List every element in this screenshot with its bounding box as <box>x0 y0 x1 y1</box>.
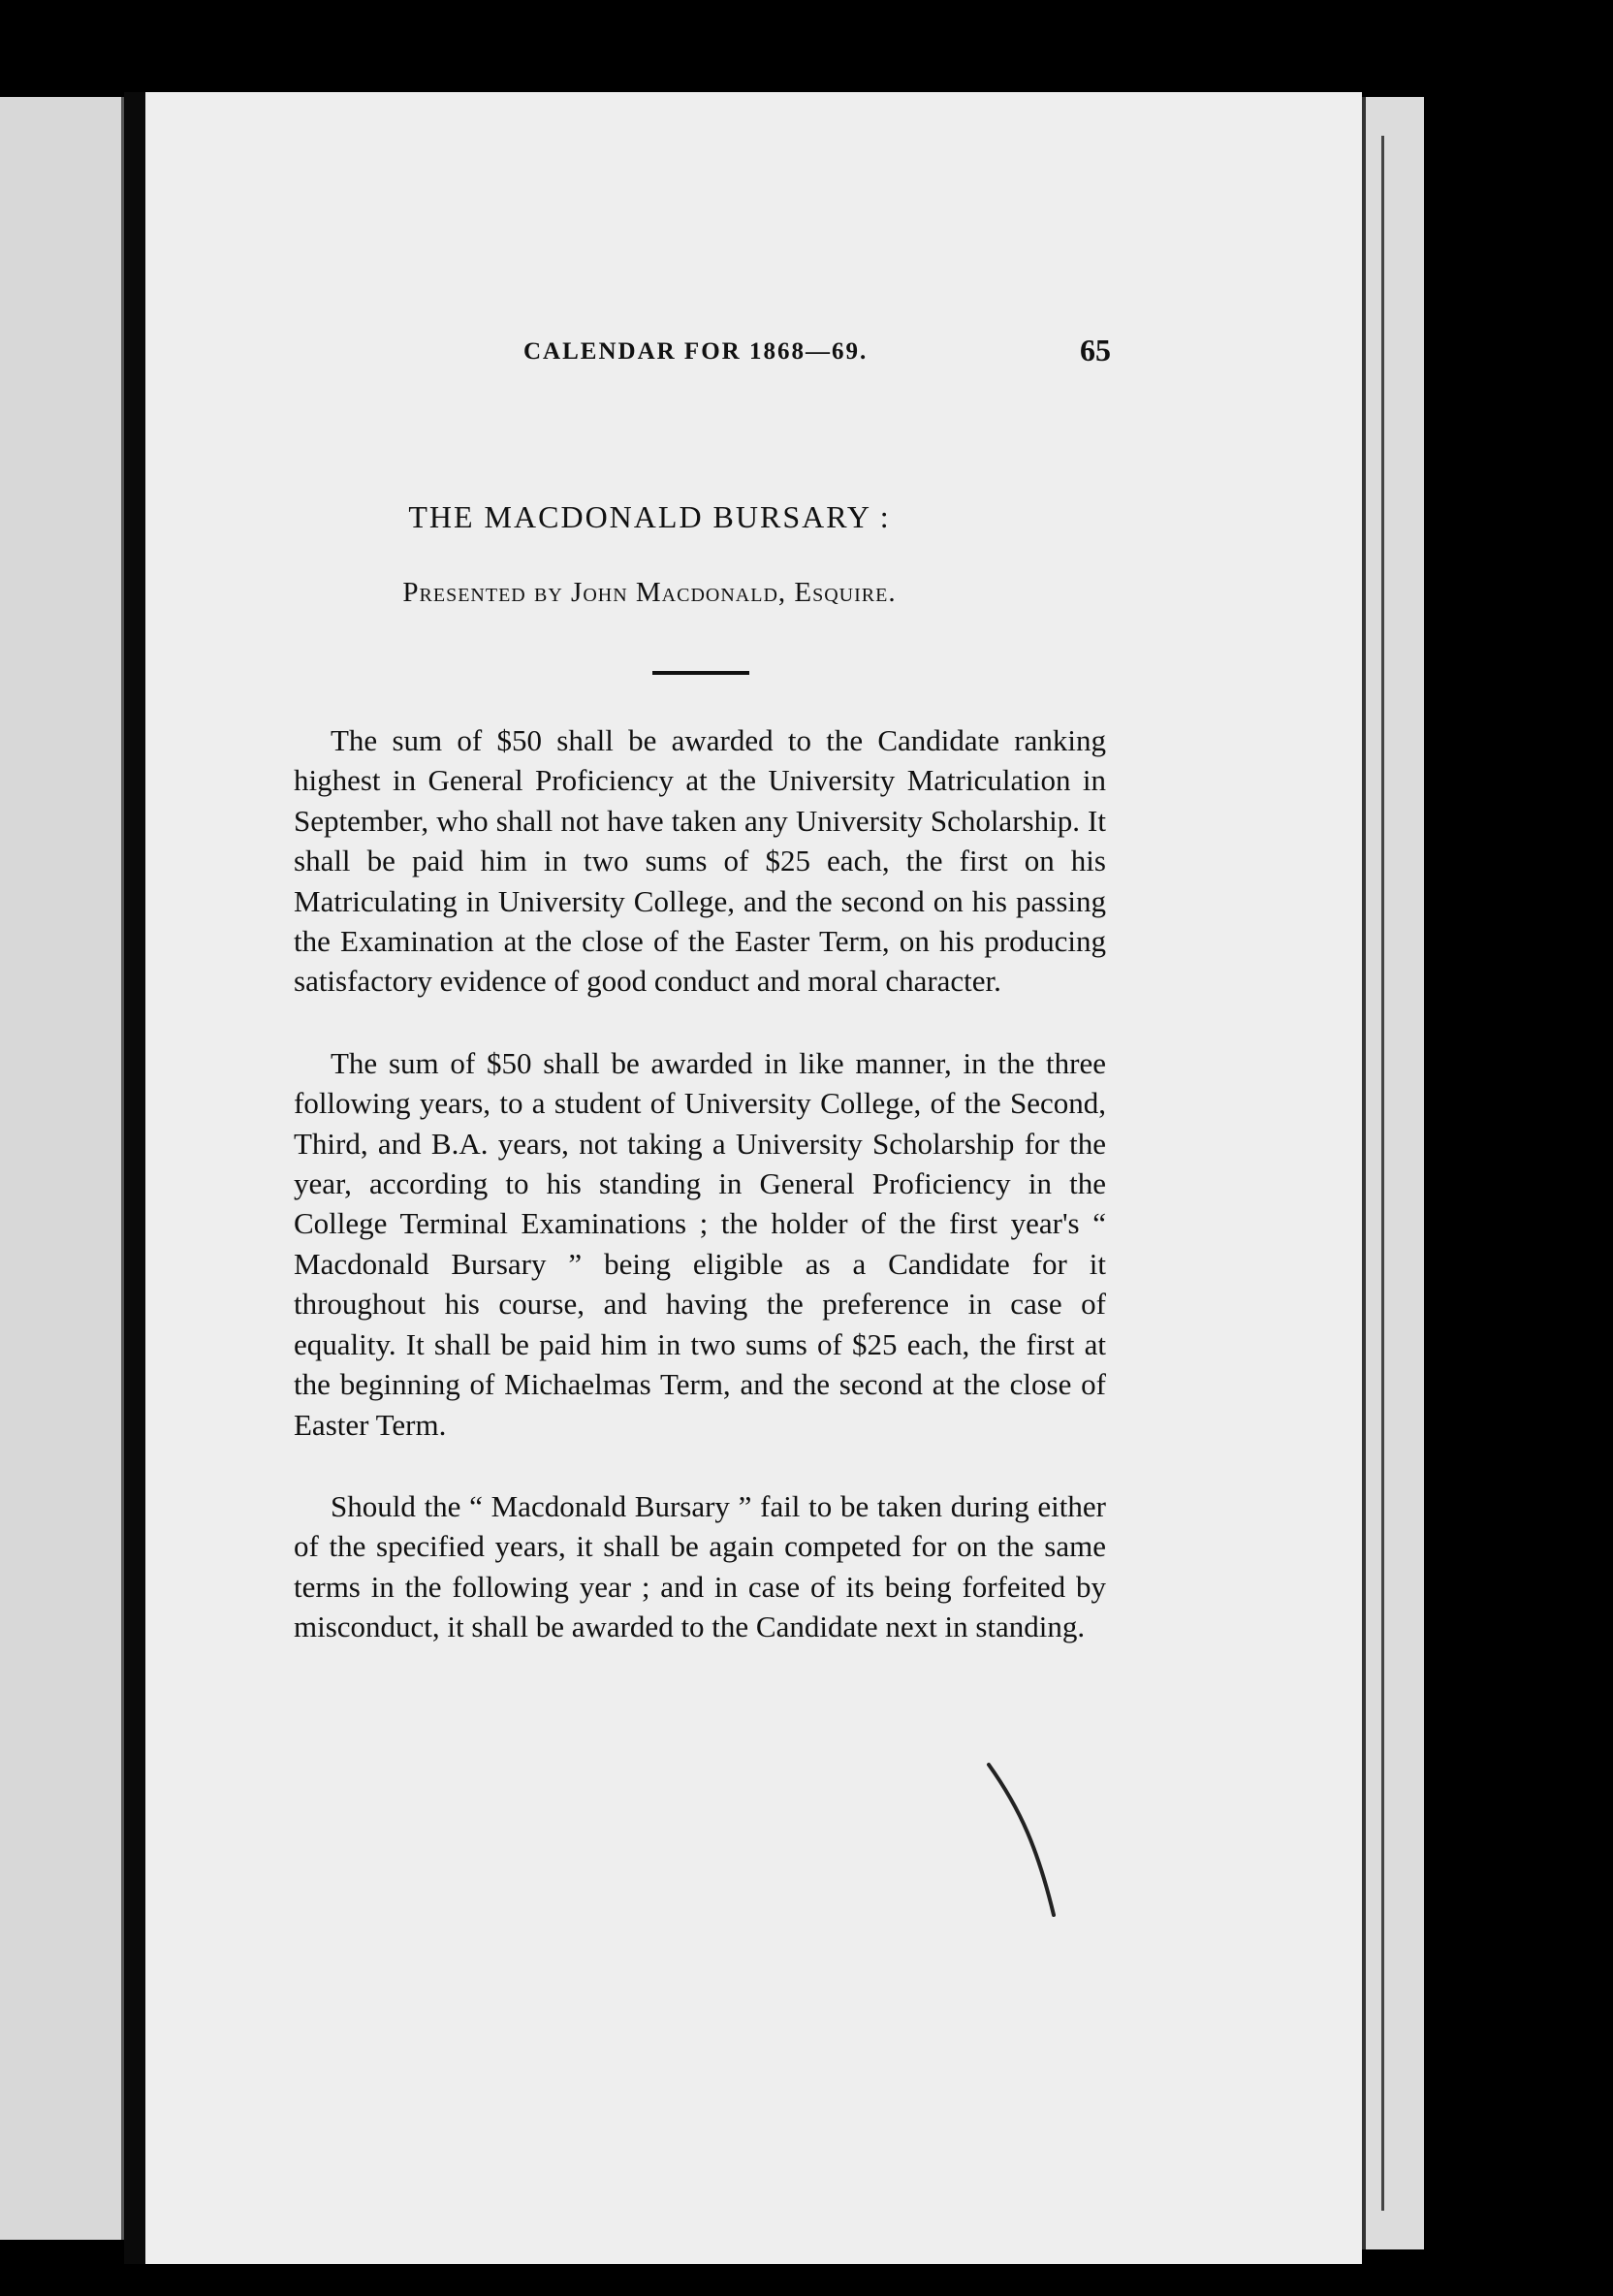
paragraph-2: The sum of $50 shall be awarded in like manner, in the three following years, to a student of University College, of the Second, Third, and B.A. years, not taking a University Scholarship for the year, according to his standing in General Proficiency in the College Terminal Examinations ; the holder of the first year's “ Macdonald Bursary ” being eligible as a Candidate for it throughout his course, and having the preference in case of equality. It shall be paid him in two sums of $25 each, the first at the beginning of Michaelmas Term, and the second at the close of Easter Term. <box>294 1045 1106 1442</box>
page-number: 65 <box>1080 333 1111 367</box>
facing-page-edge <box>0 97 124 2240</box>
book-gutter <box>124 92 145 2264</box>
pencil-annotation-mark <box>984 1760 1061 1920</box>
paragraph-1: The sum of $50 shall be awarded to the Candidate ranking highest in General Proficiency at the University Matriculation in September, who shall not have taken any University Scholarship. It shall be paid him in two sums of $25 each, the first on his Matriculating in University College, and the second on his passing the Examination at the close of the Easter Term, on his producing satisfactory evidence of good conduct and moral character. <box>294 723 1106 999</box>
running-head: CALENDAR FOR 1868—69. <box>523 338 869 365</box>
page-header <box>523 333 1111 371</box>
section-subtitle: Presented by John Macdonald, Esquire. <box>402 577 897 608</box>
paragraph-3: Should the “ Macdonald Bursary ” fail to be taken during either of the specified years, it shall be again competed for on the same terms in the following year ; and in case of its being forfeited by misconduct, it shall be awarded to the Candidate next in standing. <box>294 1488 1106 1644</box>
section-title: THE MACDONALD BURSARY : <box>408 499 891 534</box>
title-rule <box>652 671 749 675</box>
body-text <box>294 720 1106 1689</box>
page-stack-edge <box>1362 97 1424 2249</box>
